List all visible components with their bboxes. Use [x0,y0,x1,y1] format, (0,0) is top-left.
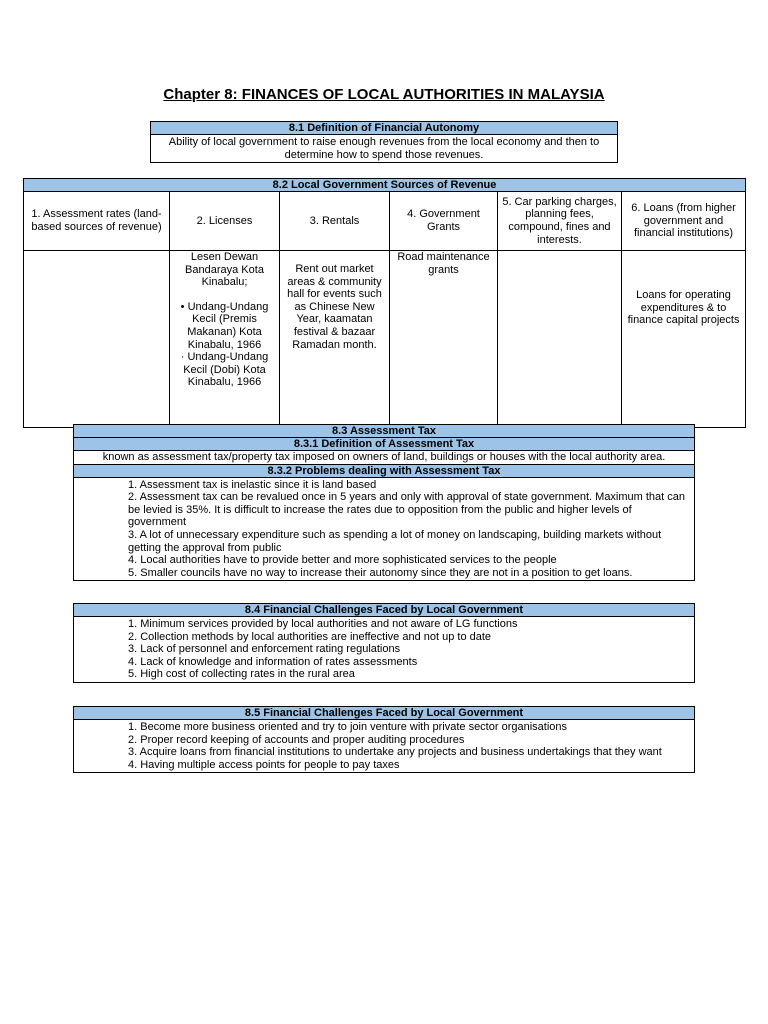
source-loans: 6. Loans (from higher government and financial institutions) [622,192,746,251]
example-licenses [170,251,280,428]
financial-challenges-list [74,617,695,683]
list-item: 2. Proper record keeping of accounts and proper auditing procedures [128,733,465,746]
example-rentals: Rent out market areas & community hall for events such as Chinese New Year, kaamatan festival & bazaar Ramadan month. [280,251,390,428]
financial-solutions-list [74,720,695,773]
example-assessment-rates [24,251,170,428]
list-item: 1. Become more business oriented and try to join venture with private sector organisations [128,721,568,733]
source-licenses: 2. Licenses [170,192,280,251]
section-8-5-header: 8.5 Financial Challenges Faced by Local Government [74,707,695,720]
license-example-line: Lesen Dewan Bandaraya Kota Kinabalu; [185,251,264,289]
list-item: 1. Assessment tax is inelastic since it is land based [128,478,377,491]
example-government-grants: Road maintenance grants [390,251,498,428]
list-item: 1. Minimum services provided by local authorities and not aware of LG functions [128,618,518,630]
license-example-line: • Undang-Undang Kecil (Premis Makanan) Kota Kinabalu, 1966 [180,300,269,351]
assessment-tax-table [73,424,695,581]
list-item: 3. A lot of unnecessary expenditure such as spending a lot of money on landscaping, building markets without getting the approval from public [128,528,662,554]
financial-autonomy-table [150,121,618,163]
example-loans: Loans for operating expenditures & to finance capital projects [622,251,746,428]
list-item: 5. Smaller councils have no way to increase their autonomy since they are not in a position to get loans. [128,566,633,579]
source-government-grants: 4. Government Grants [390,192,498,251]
revenue-sources-table [23,178,746,428]
list-item: 4. Having multiple access points for people to pay taxes [128,758,400,771]
section-8-2-header: 8.2 Local Government Sources of Revenue [24,179,746,192]
assessment-tax-definition: known as assessment tax/property tax imposed on owners of land, buildings or houses with the local authority area. [74,451,695,465]
section-8-4-header: 8.4 Financial Challenges Faced by Local Government [74,604,695,617]
list-item: 2. Assessment tax can be revalued once in 5 years and only with approval of state government. Maximum that can be levied is 35%. It is difficult to increase the rates due to opposition from the public and higher levels of government [128,491,686,529]
source-rentals: 3. Rentals [280,192,390,251]
financial-challenges-table [73,603,695,683]
section-8-3-1-header: 8.3.1 Definition of Assessment Tax [74,438,695,451]
list-item: 3. Acquire loans from financial institutions to undertake any projects and business undertakings that they want [128,746,662,759]
section-8-1-header: 8.1 Definition of Financial Autonomy [151,122,618,135]
example-car-parking [498,251,622,428]
assessment-tax-problems-list [74,477,695,581]
list-item: 5. High cost of collecting rates in the rural area [128,668,355,681]
license-example-line: · Undang-Undang Kecil (Dobi) Kota Kinabalu, 1966 [180,351,269,389]
section-8-3-header: 8.3 Assessment Tax [74,425,695,438]
chapter-label: Chapter 8: [163,86,238,103]
financial-autonomy-definition: Ability of local government to raise enough revenues from the local economy and then to determine how to spend those revenues. [151,135,618,163]
source-car-parking-charges: 5. Car parking charges, planning fees, compound, fines and interests. [498,192,622,251]
list-item: 4. Lack of knowledge and information of rates assessments [128,655,418,668]
list-item: 3. Lack of personnel and enforcement rating regulations [128,643,401,656]
chapter-title: FINANCES OF LOCAL AUTHORITIES IN MALAYSIA [237,86,605,103]
list-item: 4. Local authorities have to provide better and more sophisticated services to the people [128,554,557,567]
section-8-3-2-header: 8.3.2 Problems dealing with Assessment Tax [74,464,695,477]
financial-solutions-table [73,706,695,773]
source-assessment-rates: 1. Assessment rates (land-based sources of revenue) [24,192,170,251]
list-item: 2. Collection methods by local authorities are ineffective and not up to date [128,630,492,643]
page-title [0,86,768,103]
